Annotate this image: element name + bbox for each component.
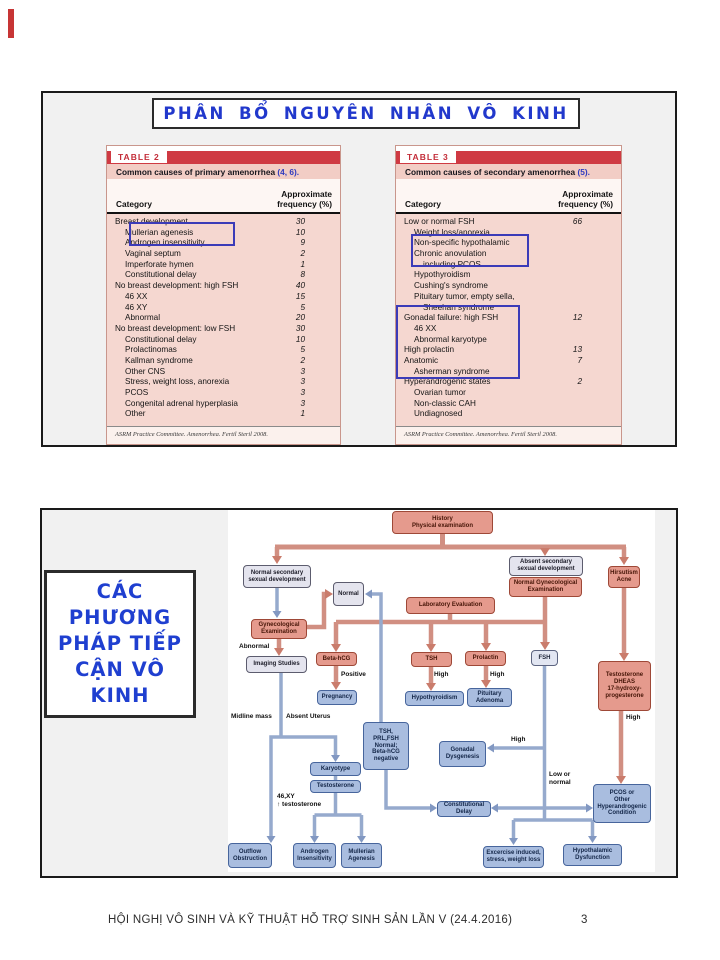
table-row: [107, 260, 340, 271]
table-source: ASRM Practice Committee. Amenorrhea. Fertil Steril 2008.: [107, 426, 340, 444]
node-line: Excercise induced,: [486, 850, 541, 857]
category-cell: Constitutional delay: [125, 334, 197, 344]
node-constitutional-delay: [437, 801, 491, 817]
table-row: [396, 270, 621, 281]
category-cell: Undiagnosed: [414, 409, 463, 419]
node-line: stress, weight loss: [486, 857, 541, 863]
section-title-line: CÁC: [96, 580, 144, 603]
node-line: Laboratory Evaluation: [418, 602, 483, 609]
category-cell: Chronic anovulation: [414, 249, 487, 259]
page-title: PHÂN BỔ NGUYÊN NHÂN VÔ KINH: [163, 104, 569, 123]
node-line: Constitutional: [443, 802, 485, 809]
table-tag: TABLE 2: [111, 151, 167, 163]
node-hirsutism-acne: [608, 566, 640, 588]
category-cell: Other: [125, 409, 146, 419]
category-cell: Congenital adrenal hyperplasia: [125, 398, 238, 408]
node-line: Gynecological: [258, 622, 300, 629]
frequency-cell: 40: [295, 281, 305, 291]
table-row: [396, 409, 621, 420]
column-frequency-line: Approximate: [562, 189, 613, 199]
node-line: Pituitary: [477, 690, 502, 697]
table-title-text: Common causes of primary amenorrhea: [116, 167, 278, 177]
node-line: Androgen: [300, 848, 329, 855]
node-line: sexual development: [248, 576, 306, 583]
node-line: Karyotype: [320, 765, 351, 772]
column-category: Category: [405, 199, 441, 209]
node-exercise-stress-weight-loss: [483, 846, 544, 868]
section-title-line: PHÁP TIẾP: [58, 632, 182, 655]
table-title: [107, 164, 340, 179]
table-tag-band: [396, 151, 621, 164]
node-line: 17-hydroxy-: [607, 686, 642, 692]
node-hypothalamic-dysfunction: [563, 844, 622, 866]
column-frequency: [558, 190, 613, 209]
category-cell: Hypothyroidism: [414, 270, 471, 280]
table-row: [107, 249, 340, 260]
table-row: [107, 345, 340, 356]
page-number: 3: [581, 914, 588, 926]
node-pcos-hyperandrogenic: [593, 784, 651, 823]
frequency-cell: 10: [295, 227, 305, 237]
node-line: Adenoma: [475, 697, 504, 704]
node-line: Hypothyroidism: [411, 695, 458, 702]
label-high-prolactin: [490, 671, 504, 679]
label-line: 46,XY: [277, 793, 295, 800]
column-frequency-line: frequency (%): [277, 198, 332, 209]
table-row: [107, 292, 340, 303]
column-frequency: [277, 190, 332, 209]
category-cell: Non-specific hypothalamic: [414, 238, 510, 248]
label-positive: [341, 671, 366, 679]
label-line: Midline mass: [231, 713, 272, 720]
node-normal-secondary-development: [243, 565, 311, 588]
node-pituitary-adenoma: [467, 688, 512, 707]
node-line: Normal: [338, 590, 359, 597]
table-row: [107, 324, 340, 335]
node-line: Hirsutism: [610, 570, 638, 577]
category-cell: Androgen insensitivity: [125, 238, 205, 248]
table-row: [107, 388, 340, 399]
node-line: Insensitivity: [297, 855, 332, 862]
node-testosterone-dheas: [598, 661, 651, 711]
table-row: [107, 367, 340, 378]
node-line: History: [432, 515, 453, 522]
category-cell: Imperforate hymen: [125, 259, 194, 269]
node-line: Obstruction: [233, 855, 267, 862]
label-line: High: [511, 736, 526, 743]
category-cell: 46 XY: [125, 302, 148, 312]
category-cell: Mullerian agenesis: [125, 227, 194, 237]
category-cell: Prolactinomas: [125, 345, 177, 355]
node-gynecological-examination: [251, 619, 307, 639]
node-labs-normal: [363, 722, 409, 770]
category-cell: No breast development: low FSH: [115, 323, 236, 333]
node-gonadal-dysgenesis: [439, 741, 486, 767]
category-cell: High prolactin: [404, 345, 455, 355]
category-cell: Gonadal failure: high FSH: [404, 313, 499, 323]
category-cell: Pituitary tumor, empty sella,: [414, 291, 515, 301]
category-cell: Cushing's syndrome: [414, 281, 488, 291]
category-cell: No breast development: high FSH: [115, 281, 239, 291]
frequency-cell: 3: [300, 388, 305, 397]
node-line: Beta-hCG: [322, 655, 351, 662]
frequency-cell: 20: [295, 313, 305, 323]
node-line: Beta-hCG: [372, 749, 400, 756]
frequency-cell: 3: [300, 377, 305, 387]
node-normal-gynecological-examination: [509, 577, 582, 597]
category-cell: 46 XX: [125, 291, 148, 301]
frequency-cell: 10: [295, 334, 305, 344]
red-marker: [8, 9, 14, 38]
column-frequency-line: Approximate: [281, 189, 332, 199]
node-line: Examination: [527, 587, 564, 593]
node-line: Testosterone: [605, 672, 644, 679]
node-line: Delay: [455, 809, 472, 815]
category-cell: Asherman syndrome: [414, 366, 490, 376]
node-line: Imaging Studies: [253, 661, 300, 668]
category-cell: Non-classic CAH: [414, 398, 476, 408]
label-karyotype-result: [277, 793, 321, 808]
table-row: [107, 335, 340, 346]
node-line: Condition: [608, 810, 636, 817]
node-line: Pregnancy: [321, 694, 353, 701]
node-laboratory-evaluation: [406, 597, 495, 614]
annotation-box-mullerian-androgen: [129, 222, 235, 246]
label-line: Low or: [549, 771, 571, 778]
category-cell: Stress, weight loss, anorexia: [125, 377, 230, 387]
label-line: High: [626, 714, 641, 721]
frequency-cell: 5: [300, 345, 305, 355]
frequency-cell: 2: [300, 249, 305, 259]
node-line: sexual development: [517, 566, 575, 572]
node-line: TSH: [425, 656, 438, 663]
frequency-cell: 15: [295, 291, 305, 301]
category-cell: Abnormal: [125, 313, 161, 323]
node-line: Dysgenesis: [445, 754, 480, 760]
label-line: High: [490, 671, 505, 678]
title-box: [152, 98, 580, 129]
category-cell: Low or normal FSH: [404, 217, 475, 226]
frequency-cell: 2: [577, 377, 582, 387]
annotation-box-gonadal-failure: [396, 302, 520, 379]
node-line: DHEAS: [613, 679, 635, 686]
table-primary-amenorrhea: [106, 145, 341, 445]
category-cell: 46 XX: [414, 323, 437, 333]
node-line: Mullerian: [348, 848, 375, 855]
category-cell: Weight loss/anorexia: [414, 227, 490, 237]
frequency-cell: 8: [300, 270, 305, 280]
node-line: Testosterone: [316, 783, 355, 790]
frequency-cell: 30: [295, 217, 305, 226]
category-cell: Breast development: [115, 217, 188, 226]
node-line: Normal;: [374, 742, 398, 749]
category-cell: PCOS: [125, 388, 149, 397]
column-category: Category: [116, 199, 152, 209]
section-title-box: [44, 570, 196, 718]
label-line: Abnormal: [239, 643, 270, 650]
table-row: [396, 399, 621, 410]
table-row: [107, 281, 340, 292]
section-title-line: PHƯƠNG: [68, 606, 172, 629]
category-cell: Sheehan syndrome: [423, 302, 495, 312]
node-line: Hyperandrogenic: [597, 803, 647, 810]
node-testosterone: [310, 780, 361, 793]
table-tag-band: [107, 151, 340, 164]
label-absent-uterus: [286, 713, 330, 721]
table-title-citation: (4, 6).: [277, 167, 300, 177]
frequency-cell: 66: [572, 217, 582, 226]
node-androgen-insensitivity: [293, 843, 336, 868]
category-cell: Abnormal karyotype: [414, 334, 487, 344]
node-line: negative: [373, 756, 399, 763]
node-karyotype: [310, 762, 361, 776]
table-row: [107, 303, 340, 314]
label-line: Positive: [341, 671, 366, 678]
node-absent-secondary-development: [509, 556, 583, 576]
node-line: Physical examination: [411, 522, 474, 529]
table-row: [396, 292, 621, 303]
category-cell: Kallman syndrome: [125, 355, 193, 365]
frequency-cell: 3: [300, 398, 305, 408]
node-line: TSH,: [379, 729, 393, 735]
node-line: Dysfunction: [575, 855, 610, 861]
table-tag: TABLE 3: [400, 151, 456, 163]
node-normal: [333, 582, 364, 606]
table-row: [107, 313, 340, 324]
category-cell: Anatomic: [404, 355, 439, 365]
node-outflow-obstruction: [228, 843, 272, 868]
node-line: PCOS or: [609, 789, 635, 796]
frequency-cell: 1: [300, 409, 305, 419]
node-tsh: [411, 652, 452, 667]
table-title: [396, 164, 621, 179]
category-cell: Other CNS: [125, 366, 166, 376]
node-history: [392, 511, 493, 534]
node-line: progesterone: [605, 692, 644, 699]
label-high-tsh: [434, 671, 448, 679]
label-line: Absent Uterus: [286, 713, 331, 720]
node-imaging-studies: [246, 656, 307, 673]
slide-footer-text: HỘI NGHỊ VÔ SINH VÀ KỸ THUẬT HỖ TRỢ SINH SẢN LẦN V (24.4.2016): [108, 914, 513, 926]
label-abnormal: [239, 643, 269, 651]
node-line: PRL,FSH: [373, 735, 399, 742]
table-column-header: [107, 179, 340, 214]
frequency-cell: 5: [300, 302, 305, 312]
frequency-cell: 30: [295, 323, 305, 333]
section-title-line: CẬN VÔ: [75, 658, 165, 681]
category-cell: Vaginal septum: [125, 249, 181, 259]
node-hypothyroidism: [405, 691, 464, 706]
node-beta-hcg: [316, 652, 357, 666]
node-line: Examination: [261, 629, 297, 635]
node-line: Absent secondary: [519, 559, 573, 566]
frequency-cell: 1: [300, 259, 305, 269]
node-prolactin: [465, 651, 506, 666]
label-line: normal: [549, 778, 571, 786]
label-line: High: [434, 671, 449, 678]
label-high-fsh: [511, 736, 525, 744]
table-secondary-amenorrhea: [395, 145, 622, 445]
category-cell: Ovarian tumor: [414, 388, 466, 397]
node-line: Hypothalamic: [572, 848, 613, 855]
frequency-cell: 2: [300, 355, 305, 365]
table-title-citation: (5).: [577, 167, 590, 177]
node-line: Agenesis: [348, 855, 375, 862]
label-line: ↑ testosterone: [277, 800, 322, 808]
node-mullerian-agenesis: [341, 843, 382, 868]
node-line: Acne: [616, 577, 632, 583]
table-row: [107, 377, 340, 388]
category-cell: Constitutional delay: [125, 270, 197, 280]
node-line: Other: [613, 796, 630, 803]
column-frequency-line: frequency (%): [558, 198, 613, 209]
label-low-or-normal: [549, 771, 571, 786]
table-row: [107, 399, 340, 410]
frequency-cell: 12: [572, 313, 582, 323]
table-row: [107, 409, 340, 420]
frequency-cell: 7: [577, 355, 582, 365]
category-cell: Hyperandrogenic states: [404, 377, 491, 387]
node-line: Prolactin: [472, 655, 499, 662]
table-row: [396, 388, 621, 399]
frequency-cell: 3: [300, 366, 305, 376]
table-row: [107, 356, 340, 367]
table-title-text: Common causes of secondary amenorrhea: [405, 167, 578, 177]
node-line: Outflow: [238, 848, 262, 855]
table-column-header: [396, 179, 621, 214]
table-source: ASRM Practice Committee. Amenorrhea. Fertil Steril 2008.: [396, 426, 621, 444]
label-midline-mass: [231, 713, 272, 721]
node-line: FSH: [538, 654, 551, 661]
node-line: Normal Gynecological: [513, 580, 578, 587]
table-row: [396, 281, 621, 292]
table-row: [396, 217, 621, 228]
node-pregnancy: [317, 690, 357, 705]
label-high-testosterone: [626, 714, 640, 722]
frequency-cell: 13: [572, 345, 582, 355]
node-line: Normal secondary: [250, 569, 304, 576]
section-title-line: KINH: [90, 684, 150, 707]
annotation-box-hypothalamic: [411, 234, 529, 267]
table-row: [107, 270, 340, 281]
node-line: Gonadal: [450, 747, 475, 754]
category-cell: including PCOS: [423, 259, 481, 269]
node-fsh: [531, 650, 558, 666]
frequency-cell: 9: [300, 238, 305, 248]
